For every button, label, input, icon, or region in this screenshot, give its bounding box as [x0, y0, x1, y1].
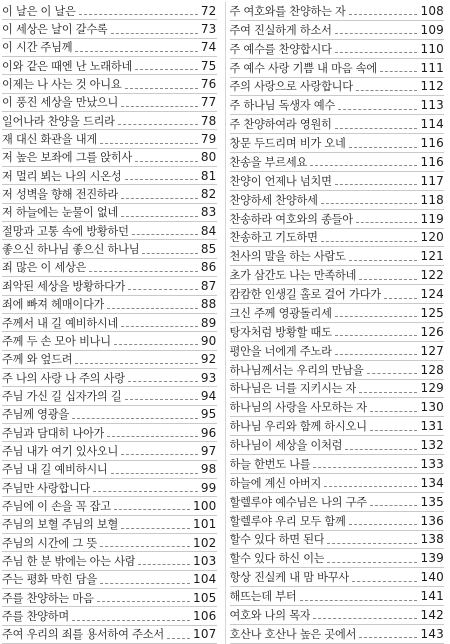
index-entry [230, 2, 445, 21]
index-entry [230, 191, 445, 210]
dot-leader [345, 449, 417, 450]
page-number: 98 [200, 462, 217, 477]
song-title: 주 하나님 독생자 예수 [229, 99, 336, 113]
page-number: 88 [200, 297, 217, 312]
index-entry [2, 424, 217, 442]
index-entry [230, 210, 445, 229]
page-number: 97 [200, 443, 217, 458]
page-number: 103 [192, 553, 217, 568]
page-number: 86 [200, 260, 217, 275]
song-title: 찬양이 언제나 넘치면 [229, 174, 332, 188]
dot-leader [356, 90, 418, 91]
index-entry [230, 96, 445, 115]
song-title: 할렐루야 예수님은 나의 구주 [229, 495, 367, 509]
page-number: 131 [420, 419, 444, 434]
song-title: 주 여호와를 찬양하는 자 [229, 4, 346, 18]
index-entry [2, 240, 217, 258]
page-number: 125 [420, 305, 444, 320]
page-number: 73 [200, 22, 217, 37]
page-number: 109 [420, 22, 444, 37]
song-title: 주여 진실하게 하소서 [229, 23, 332, 37]
song-title: 여호와 나의 목자 [229, 608, 311, 622]
index-entry [230, 285, 445, 304]
page-number: 124 [420, 287, 444, 302]
dot-leader [125, 179, 198, 180]
song-title: 좋으신 하나님 좋으신 하나님 [2, 243, 140, 257]
index-entry [230, 455, 445, 474]
index-entry [230, 115, 445, 134]
song-title: 천사의 말을 하는 사람도 [229, 250, 346, 264]
song-title: 주께 두 손 모아 비나니 [2, 334, 111, 348]
index-entry [2, 552, 217, 570]
page-number: 117 [420, 173, 444, 188]
song-title: 일어나라 찬양을 드리라 [2, 114, 115, 128]
page-number: 134 [420, 475, 444, 490]
page-number: 89 [200, 315, 217, 330]
index-entry [2, 406, 217, 424]
index-entry [2, 112, 217, 130]
page-number: 80 [200, 150, 217, 165]
index-entry [2, 259, 217, 277]
dot-leader [349, 147, 418, 148]
page-number: 77 [200, 95, 217, 110]
dot-leader [72, 620, 190, 621]
dot-leader [335, 335, 418, 336]
index-entry [230, 512, 445, 531]
index-entry [230, 172, 445, 191]
song-title: 찬송을 부르세요 [229, 155, 308, 169]
song-title: 주님께 영광을 [2, 408, 69, 422]
index-entry [230, 342, 445, 361]
page-number: 79 [200, 132, 217, 147]
page-number: 100 [192, 498, 217, 513]
index-entry [2, 607, 217, 625]
song-title: 할수 있다 하면 된다 [229, 533, 325, 547]
index-entry [230, 78, 445, 97]
song-title: 주님 가신 길 십자가의 길 [2, 389, 122, 403]
song-title: 하나님의 사랑을 사모하는 자 [229, 401, 367, 415]
index-entry [230, 474, 445, 493]
song-title: 할렐루야 우리 모두 함께 [229, 514, 346, 528]
dot-leader [324, 486, 417, 487]
page-number: 81 [200, 168, 217, 183]
page-number: 90 [200, 333, 217, 348]
page-number: 108 [420, 3, 444, 18]
song-title: 찬양하세 찬양하세 [229, 193, 318, 207]
page-number: 83 [200, 205, 217, 220]
song-title: 주께서 내 길 예비하시네 [2, 316, 119, 330]
index-entry [230, 493, 445, 512]
dot-leader [313, 467, 417, 468]
page-number: 126 [420, 324, 444, 339]
song-title: 저 높은 보좌에 그를 앉히사 [2, 151, 133, 165]
index-entry [2, 20, 217, 38]
index-entry [2, 185, 217, 203]
page-number: 143 [420, 626, 444, 641]
index-entry [230, 229, 445, 248]
dot-leader [370, 505, 418, 506]
page-number: 129 [420, 381, 444, 396]
song-title: 창문 두드리며 비가 오네 [229, 137, 346, 151]
page-number: 92 [200, 352, 217, 367]
page-number: 133 [420, 456, 444, 471]
index-entry [2, 497, 217, 515]
index-entry [230, 361, 445, 380]
song-title: 주님과 담대히 나아가 [2, 426, 105, 440]
song-title: 호산나 호산나 높은 곳에서 [229, 627, 357, 641]
dot-leader [121, 528, 190, 529]
page-number: 75 [200, 58, 217, 73]
song-title: 이와 같은 때엔 난 노래하네 [2, 59, 133, 73]
index-entry [230, 549, 445, 568]
page-number: 74 [200, 40, 217, 55]
song-title: 주를 찬양하며 [2, 610, 69, 624]
song-title: 죄에 빠져 헤매이다가 [2, 298, 105, 312]
page-number: 116 [420, 136, 444, 151]
song-title: 주님에 이 손을 꼭 잡고 [2, 499, 111, 513]
index-entry [2, 369, 217, 387]
dot-leader [313, 618, 417, 619]
dot-leader [335, 354, 418, 355]
song-title: 하늘에 계신 아버지 [229, 476, 322, 490]
index-entry [2, 332, 217, 350]
dot-leader [75, 363, 197, 364]
page-number: 116 [420, 154, 444, 169]
index-entry [2, 351, 217, 369]
dot-leader [335, 128, 418, 129]
index-entry [2, 571, 217, 589]
dot-leader [310, 165, 417, 166]
dot-leader [97, 601, 190, 602]
index-entry [2, 442, 217, 460]
dot-leader [135, 69, 198, 70]
dot-leader [349, 260, 418, 261]
index-entry [2, 222, 217, 240]
dot-leader [79, 14, 198, 15]
song-title: 이 시간 주님께 [2, 41, 73, 55]
song-title: 죄 많은 이 세상은 [2, 261, 87, 275]
page-number: 138 [420, 532, 444, 547]
dot-leader [100, 546, 190, 547]
page-number: 104 [192, 572, 217, 587]
dot-leader [384, 298, 418, 299]
dot-leader [380, 71, 418, 72]
index-entry [230, 304, 445, 323]
page-number: 119 [420, 211, 444, 226]
page-number: 142 [420, 607, 444, 622]
page-number: 135 [420, 494, 444, 509]
page-number: 95 [200, 407, 217, 422]
dot-leader [75, 51, 197, 52]
dot-leader [125, 399, 198, 400]
dot-leader [107, 308, 198, 309]
index-entry [230, 587, 445, 606]
dot-leader [335, 33, 418, 34]
page-number: 82 [200, 187, 217, 202]
page-number: 130 [420, 400, 444, 415]
song-title: 해뜨는데 부터 [229, 590, 297, 604]
index-entry [230, 625, 445, 644]
dot-leader [359, 392, 417, 393]
dot-leader [359, 637, 417, 638]
page-number: 94 [200, 388, 217, 403]
song-title: 저 멀리 뵈는 나의 시온성 [2, 169, 122, 183]
song-title: 크신 주께 영광돌리세 [229, 306, 332, 320]
song-title: 절망과 고통 속에 방황하던 [2, 224, 129, 238]
dot-leader [121, 106, 198, 107]
dot-leader [335, 52, 418, 53]
song-title: 주의 사랑으로 사랑합니다 [229, 80, 353, 94]
dot-leader [321, 203, 418, 204]
song-title: 이 세상은 날이 갈수록 [2, 23, 108, 37]
dot-leader [72, 418, 198, 419]
dot-leader [327, 562, 417, 563]
song-title: 주는 평화 막힌 담을 [2, 573, 97, 587]
dot-leader [352, 581, 417, 582]
dot-leader [367, 373, 418, 374]
index-entry [2, 57, 217, 75]
index-entry [2, 2, 217, 20]
song-title: 찬송하고 기도하면 [229, 231, 318, 245]
dot-leader [114, 509, 190, 510]
song-title: 주님의 시간에 그 뜻 [2, 536, 97, 550]
song-title: 주님의 보혈 주님의 보혈 [2, 518, 119, 532]
song-title: 죄악된 세상을 방황하다가 [2, 279, 126, 293]
page-number: 84 [200, 223, 217, 238]
song-title: 주를 찬양하는 마음 [2, 591, 94, 605]
dot-leader [138, 564, 190, 565]
dot-leader [118, 124, 198, 125]
page-number: 85 [200, 242, 217, 257]
page-number: 141 [420, 589, 444, 604]
dot-leader [335, 184, 418, 185]
song-title: 찬송하라 여호와의 종들아 [229, 212, 353, 226]
index-entry [2, 39, 217, 57]
dot-leader [128, 381, 198, 382]
page-number: 122 [420, 268, 444, 283]
page-number: 107 [192, 627, 217, 642]
song-title: 주님 내가 여기 있사오니 [2, 444, 119, 458]
dot-leader [356, 222, 418, 223]
song-title: 저 성벽을 향해 전진하라 [2, 188, 119, 202]
index-entry [2, 167, 217, 185]
dot-leader [321, 241, 418, 242]
index-entry [2, 75, 217, 93]
song-title: 이제는 나 사는 것 아니요 [2, 78, 122, 92]
page-number: 96 [200, 425, 217, 440]
index-entry [2, 461, 217, 479]
index-entry [2, 277, 217, 295]
dot-leader [111, 473, 198, 474]
index-entry [2, 314, 217, 332]
dot-leader [300, 600, 418, 601]
song-title: 주 예수를 찬양합시다 [229, 42, 332, 56]
index-entry [230, 531, 445, 550]
index-entry [230, 266, 445, 285]
index-entry [2, 626, 217, 644]
index-entry [230, 380, 445, 399]
dot-leader [338, 109, 417, 110]
dot-leader [327, 543, 417, 544]
page-number: 76 [200, 77, 217, 92]
dot-leader [100, 143, 198, 144]
index-column-right [226, 2, 450, 644]
index-entry [230, 134, 445, 153]
dot-leader [114, 344, 198, 345]
index-entry [2, 149, 217, 167]
index-entry [230, 568, 445, 587]
index-entry [230, 398, 445, 417]
page-number: 120 [420, 230, 444, 245]
song-title: 저 하늘에는 눈물이 없네 [2, 206, 119, 220]
index-entry [230, 247, 445, 266]
dot-leader [93, 491, 198, 492]
song-title: 이 날은 이 날은 [2, 4, 76, 18]
dot-leader [89, 271, 198, 272]
song-title: 주님만 사랑합니다 [2, 481, 91, 495]
page-number: 118 [420, 192, 444, 207]
page-number: 132 [420, 438, 444, 453]
song-title: 하나님께서는 우리의 만남을 [229, 363, 364, 377]
song-title: 주여 우리의 죄를 용서하여 주소서 [2, 628, 164, 642]
page-number: 112 [420, 79, 444, 94]
page-number: 139 [420, 551, 444, 566]
dot-leader [121, 326, 198, 327]
dot-leader [349, 524, 418, 525]
song-title: 할수 있다 하신 이는 [229, 552, 325, 566]
page-number: 72 [200, 3, 217, 18]
song-title: 이 풍진 세상을 만났으니 [2, 96, 119, 110]
dot-leader [142, 253, 197, 254]
dot-leader [111, 33, 198, 34]
dot-leader [335, 316, 418, 317]
index-entry [230, 59, 445, 78]
song-title: 초가 삼간도 나는 만족하네 [229, 269, 357, 283]
page-number: 121 [420, 249, 444, 264]
page-number: 78 [200, 113, 217, 128]
song-title: 재 대신 화관을 내게 [2, 133, 97, 147]
dot-leader [125, 88, 198, 89]
page-number: 102 [192, 535, 217, 550]
index-entry [230, 323, 445, 342]
index-entry [2, 589, 217, 607]
index-entry [230, 417, 445, 436]
song-title: 항상 진실케 내 맘 바꾸사 [229, 571, 349, 585]
page-number: 93 [200, 370, 217, 385]
index-entry [2, 516, 217, 534]
song-title: 주께 와 엎드려 [2, 353, 73, 367]
dot-leader [121, 454, 198, 455]
index-entry [230, 40, 445, 59]
page-number: 111 [420, 60, 444, 75]
index-entry [2, 534, 217, 552]
index-entry [230, 606, 445, 625]
index-entry [230, 436, 445, 455]
index-entry [2, 296, 217, 314]
song-title: 주님 내 길 예비하시니 [2, 463, 108, 477]
page-number: 110 [420, 41, 444, 56]
page-number: 105 [192, 590, 217, 605]
index-column-left [0, 2, 225, 644]
song-title: 주 찬양하여라 영원히 [229, 118, 332, 132]
page-number: 128 [420, 362, 444, 377]
page-number: 87 [200, 278, 217, 293]
dot-leader [370, 430, 418, 431]
index-entry [230, 21, 445, 40]
page-number: 140 [420, 570, 444, 585]
page-number: 113 [420, 98, 444, 113]
index-entry [2, 94, 217, 112]
index-entry [2, 479, 217, 497]
song-title: 주님 한 분 밖에는 아는 사람 [2, 554, 136, 568]
dot-leader [370, 411, 418, 412]
dot-leader [121, 198, 198, 199]
index-entry [230, 153, 445, 172]
song-title: 하늘 한번도 나를 [229, 457, 311, 471]
page-number: 99 [200, 480, 217, 495]
page-number: 101 [192, 517, 217, 532]
page-number: 127 [420, 343, 444, 358]
dot-leader [132, 234, 198, 235]
dot-leader [100, 583, 190, 584]
song-title: 주 나의 사랑 나 주의 사랑 [2, 371, 125, 385]
dot-leader [128, 289, 197, 290]
song-title: 주 예수 사랑 기쁨 내 마음 속에 [229, 61, 377, 75]
page-number: 136 [420, 513, 444, 528]
index-entry [2, 204, 217, 222]
page-number: 114 [420, 117, 444, 132]
page-number: 106 [192, 609, 217, 624]
song-title: 하나님이 세상을 이처럼 [229, 439, 343, 453]
dot-leader [359, 279, 417, 280]
song-title: 탕자처럼 방황할 때도 [229, 325, 332, 339]
dot-leader [107, 436, 198, 437]
dot-leader [167, 638, 190, 639]
index-entry [2, 130, 217, 148]
song-title: 캄캄한 인생길 홀로 걸어 가다가 [229, 288, 381, 302]
index-entry [2, 387, 217, 405]
dot-leader [135, 161, 198, 162]
song-title: 평안을 너에게 주노라 [229, 344, 332, 358]
dot-leader [349, 14, 418, 15]
song-title: 하나님은 너를 지키시는 자 [229, 382, 357, 396]
dot-leader [121, 216, 198, 217]
song-title: 하나님 우리와 함께 하시오니 [229, 420, 367, 434]
